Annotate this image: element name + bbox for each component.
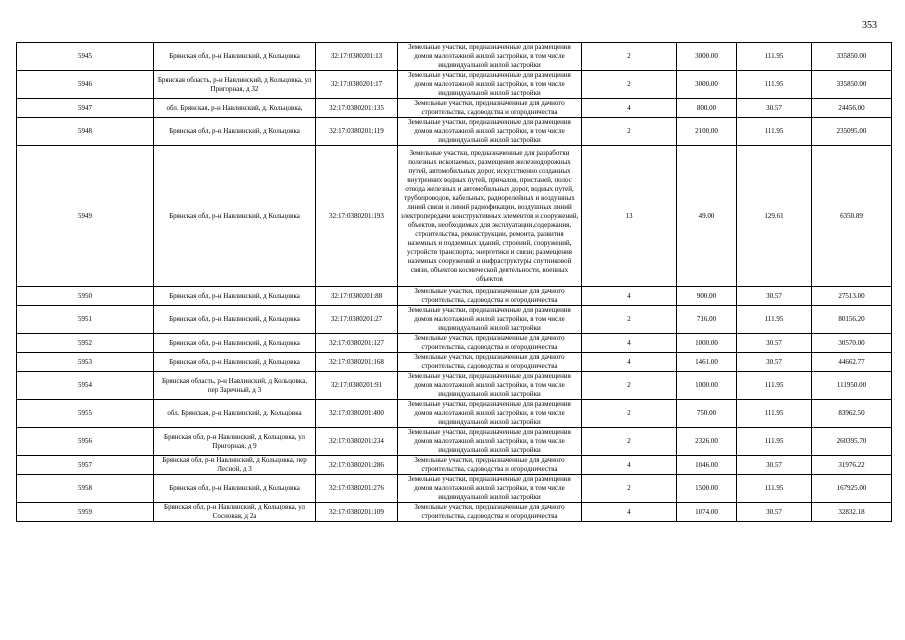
- table-row: [17, 503, 892, 522]
- cell-id: 5951: [17, 306, 154, 334]
- cell-category: 2: [582, 71, 677, 99]
- table-row: [17, 400, 892, 428]
- table-row: [17, 475, 892, 503]
- table-row: [17, 287, 892, 306]
- cell-purpose: Земельные участки, предназначенные для размещения домов малоэтажной жилой застройки, в том числе индивидуальной жилой застройки: [398, 428, 582, 456]
- cell-address: Брянская обл, р-н Навлинский, д Кольцовка: [154, 353, 316, 372]
- cell-cadastral-number: 32:17:0380201:286: [316, 456, 398, 475]
- table-row: [17, 428, 892, 456]
- cell-rate: 111.95: [737, 475, 812, 503]
- cell-category: 2: [582, 306, 677, 334]
- cell-id: 5946: [17, 71, 154, 99]
- cell-area: 800.00: [677, 99, 737, 118]
- cell-rate: 30.57: [737, 503, 812, 522]
- cell-category: 2: [582, 475, 677, 503]
- cell-area: 1000.00: [677, 334, 737, 353]
- cell-id: 5949: [17, 146, 154, 287]
- cell-rate: 30.57: [737, 287, 812, 306]
- cell-address: Брянская обл, р-н Навлинский, д Кольцовка, ул Сосновая, д 2а: [154, 503, 316, 522]
- cell-address: Брянская обл, р-н Навлинский, д Кольцовка, ул Пригорная, д 9: [154, 428, 316, 456]
- cell-category: 13: [582, 146, 677, 287]
- cell-purpose: Земельные участки, предназначенные для размещения домов малоэтажной жилой застройки, в том числе индивидуальной жилой застройки: [398, 400, 582, 428]
- cell-area: 49.00: [677, 146, 737, 287]
- cell-value: 31976.22: [812, 456, 892, 475]
- cell-category: 4: [582, 503, 677, 522]
- cell-category: 2: [582, 428, 677, 456]
- cell-purpose: Земельные участки, предназначенные для дачного строительства, садоводства и огородничества: [398, 503, 582, 522]
- cell-value: 44662.77: [812, 353, 892, 372]
- cell-purpose: Земельные участки, предназначенные для размещения домов малоэтажной жилой застройки, в том числе индивидуальной жилой застройки: [398, 43, 582, 71]
- cell-area: 1461.00: [677, 353, 737, 372]
- cell-category: 4: [582, 456, 677, 475]
- cell-value: 80156.20: [812, 306, 892, 334]
- cell-id: 5956: [17, 428, 154, 456]
- cell-address: обл. Брянская, р-н Навлинский, д. Кольцовка,: [154, 99, 316, 118]
- cell-cadastral-number: 32:17:0380201:17: [316, 71, 398, 99]
- cell-purpose: Земельные участки, предназначенные для дачного строительства, садоводства и огородничества: [398, 353, 582, 372]
- cell-category: 2: [582, 372, 677, 400]
- cell-address: Брянская обл, р-н Навлинский, д Кольцовка: [154, 118, 316, 146]
- cell-area: 1074.00: [677, 503, 737, 522]
- cell-value: 260395.70: [812, 428, 892, 456]
- table-row: [17, 146, 892, 287]
- cell-purpose: Земельные участки, предназначенные для размещения домов малоэтажной жилой застройки, в том числе индивидуальной жилой застройки: [398, 306, 582, 334]
- cell-id: 5953: [17, 353, 154, 372]
- cell-category: 2: [582, 118, 677, 146]
- cell-cadastral-number: 32:17:0380201:234: [316, 428, 398, 456]
- cell-value: 335850.00: [812, 71, 892, 99]
- cell-rate: 30.57: [737, 334, 812, 353]
- cell-rate: 30.57: [737, 99, 812, 118]
- cell-cadastral-number: 32:17:0380201:193: [316, 146, 398, 287]
- cell-rate: 30.57: [737, 456, 812, 475]
- cell-purpose: Земельные участки, предназначенные для размещения домов малоэтажной жилой застройки, в том числе индивидуальной жилой застройки: [398, 118, 582, 146]
- cell-rate: 111.95: [737, 428, 812, 456]
- cell-value: 24456.00: [812, 99, 892, 118]
- cell-address: обл. Брянская, р-н Навлинский, д. Кольцовка: [154, 400, 316, 428]
- table-row: [17, 99, 892, 118]
- cell-purpose: Земельные участки, предназначенные для дачного строительства, садоводства и огородничества: [398, 456, 582, 475]
- cell-category: 2: [582, 43, 677, 71]
- cell-purpose: Земельные участки, предназначенные для размещения домов малоэтажной жилой застройки, в том числе индивидуальной жилой застройки: [398, 71, 582, 99]
- cell-id: 5959: [17, 503, 154, 522]
- cell-address: Брянская обл, р-н Навлинский, д Кольцовка, пер Лесной, д 3: [154, 456, 316, 475]
- cell-category: 4: [582, 99, 677, 118]
- cell-id: 5947: [17, 99, 154, 118]
- table-row: [17, 456, 892, 475]
- cell-rate: 111.95: [737, 372, 812, 400]
- cell-rate: 111.95: [737, 71, 812, 99]
- cell-rate: 111.95: [737, 118, 812, 146]
- table-row: [17, 43, 892, 71]
- cell-category: 4: [582, 353, 677, 372]
- cell-cadastral-number: 32:17:0380201:135: [316, 99, 398, 118]
- cell-purpose: Земельные участки, предназначенные для дачного строительства, садоводства и огородничества: [398, 334, 582, 353]
- cell-category: 4: [582, 334, 677, 353]
- cell-area: 900.00: [677, 287, 737, 306]
- cell-purpose: Земельные участки, предназначенные для размещения домов малоэтажной жилой застройки, в том числе индивидуальной жилой застройки: [398, 475, 582, 503]
- cell-address: Брянская обл, р-н Навлинский, д Кольцовка: [154, 475, 316, 503]
- cell-cadastral-number: 32:17:0380201:13: [316, 43, 398, 71]
- cell-value: 235095.00: [812, 118, 892, 146]
- cell-rate: 111.95: [737, 43, 812, 71]
- cell-id: 5954: [17, 372, 154, 400]
- table-row: [17, 306, 892, 334]
- cell-cadastral-number: 32:17:0380201:127: [316, 334, 398, 353]
- cell-address: Брянская область, р-н Навлинский, д Кольцовка, ул Пригорная, д 32: [154, 71, 316, 99]
- cell-id: 5945: [17, 43, 154, 71]
- table-row: [17, 334, 892, 353]
- cell-purpose: Земельные участки, предназначенные для дачного строительства, садоводства и огородничества: [398, 99, 582, 118]
- cell-cadastral-number: 32:17:0380201:91: [316, 372, 398, 400]
- cell-area: 716.00: [677, 306, 737, 334]
- cell-cadastral-number: 32:17:0380201:276: [316, 475, 398, 503]
- cell-category: 4: [582, 287, 677, 306]
- page-number: 353: [862, 20, 877, 31]
- cell-area: 1500.00: [677, 475, 737, 503]
- table-row: [17, 353, 892, 372]
- cell-rate: 111.95: [737, 400, 812, 428]
- cell-id: 5948: [17, 118, 154, 146]
- cell-id: 5958: [17, 475, 154, 503]
- cell-value: 335850.00: [812, 43, 892, 71]
- land-register-table: [16, 42, 892, 522]
- cell-area: 750.00: [677, 400, 737, 428]
- cell-rate: 30.57: [737, 353, 812, 372]
- cell-value: 27513.00: [812, 287, 892, 306]
- cell-rate: 129.61: [737, 146, 812, 287]
- cell-rate: 111.95: [737, 306, 812, 334]
- cell-cadastral-number: 32:17:0380201:400: [316, 400, 398, 428]
- cell-purpose: Земельные участки, предназначенные для дачного строительства, садоводства и огородничества: [398, 287, 582, 306]
- cell-address: Брянская обл, р-н Навлинский, д Кольцовка: [154, 287, 316, 306]
- cell-id: 5950: [17, 287, 154, 306]
- cell-id: 5957: [17, 456, 154, 475]
- cell-cadastral-number: 32:17:0380201:88: [316, 287, 398, 306]
- cell-area: 1000.00: [677, 372, 737, 400]
- cell-address: Брянская область, р-н Навлинский, д Кольцовка, пер Заречный, д 3: [154, 372, 316, 400]
- cell-value: 6350.89: [812, 146, 892, 287]
- cell-address: Брянская обл, р-н Навлинский, д Кольцовка: [154, 334, 316, 353]
- cell-cadastral-number: 32:17:0380201:119: [316, 118, 398, 146]
- cell-purpose: Земельные участки, предназначенные для разработки полезных ископаемых, размещения железнодорожных путей, автомобильных дорог, искусственно созданных внутренних водных путей, причалов, пристаней, полос отвода железных и автомобильных дорог, водных путей, трубопроводов, кабельных, радиорелейных и воздушных линий связи и линий радиофикации, воздушных линий электропередачи конструктивных элементов и сооружений, объектов, необходимых для эксплуатации,содержания, строительства, реконструкции, ремонта, развития наземных и подземных зданий, строений, сооружений, устройств транспорта, энергетики и связи; размещения наземных сооружений и инфраструктуры спутниковой связи, объектов космической деятельности, военных объектов: [398, 146, 582, 287]
- cell-value: 32832.18: [812, 503, 892, 522]
- cell-id: 5952: [17, 334, 154, 353]
- cell-purpose: Земельные участки, предназначенные для размещения домов малоэтажной жилой застройки, в том числе индивидуальной жилой застройки: [398, 372, 582, 400]
- cell-area: 3000.00: [677, 71, 737, 99]
- cell-value: 83962.50: [812, 400, 892, 428]
- table-row: [17, 118, 892, 146]
- cell-area: 2100.00: [677, 118, 737, 146]
- cell-address: Брянская обл, р-н Навлинский, д Кольцовка: [154, 306, 316, 334]
- cell-cadastral-number: 32:17:0380201:168: [316, 353, 398, 372]
- cell-category: 2: [582, 400, 677, 428]
- cell-value: 30570.00: [812, 334, 892, 353]
- table-row: [17, 71, 892, 99]
- cell-cadastral-number: 32:17:0380201:109: [316, 503, 398, 522]
- cell-value: 167925.00: [812, 475, 892, 503]
- cell-area: 2326.00: [677, 428, 737, 456]
- cell-address: Брянская обл, р-н Навлинский, д Кольцовка: [154, 146, 316, 287]
- cell-value: 111950.00: [812, 372, 892, 400]
- cell-area: 1046.00: [677, 456, 737, 475]
- cell-address: Брянская обл, р-н Навлинский, д Кольцовка: [154, 43, 316, 71]
- table-row: [17, 372, 892, 400]
- cell-cadastral-number: 32:17:0380201:27: [316, 306, 398, 334]
- cell-area: 3000.00: [677, 43, 737, 71]
- cell-id: 5955: [17, 400, 154, 428]
